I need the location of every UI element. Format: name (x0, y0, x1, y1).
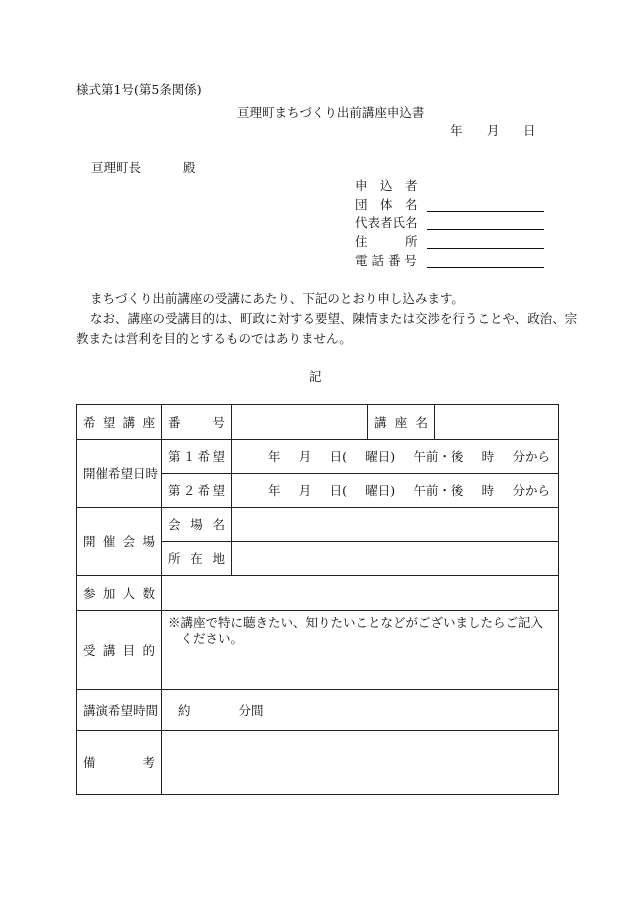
purpose-label: 受講目的 (77, 611, 162, 690)
second-choice-label: 第２希望 (162, 474, 232, 508)
date-year-label: 年 (450, 123, 463, 138)
participants-row (77, 576, 559, 611)
dt1-day: 日( (329, 449, 347, 464)
desired-course-row (77, 405, 559, 440)
lecture-time-row (77, 690, 559, 731)
minutes-label: 分間 (238, 702, 264, 718)
date-day-label: 日 (523, 123, 536, 138)
dt2-ampm: 午前・後 (413, 483, 464, 498)
org-name-field[interactable] (427, 211, 544, 212)
representative-name-field[interactable] (427, 229, 544, 230)
org-name-label: 団 体 名 (355, 197, 418, 212)
participants-label: 参加人数 (77, 576, 162, 611)
representative-name-label: 代表者氏名 (355, 215, 418, 230)
form-number: 様式第1号(第5条関係) (76, 82, 202, 97)
dt1-year: 年 (268, 449, 281, 464)
body-line-3: 教または営利を目的とするものではありません。 (76, 331, 352, 346)
body-line-2: なお、講座の受講目的は、町政に対する要望、陳情または交渉を行うことや、政治、宗 (90, 311, 578, 326)
remarks-row (77, 731, 559, 795)
course-number-label: 番 号 (162, 405, 232, 440)
purpose-note: ※講座で特に聴きたい、知りたいことなどがございましたらご記入ください。 (168, 615, 544, 647)
body-line-1: まちづくり出前講座の受講にあたり、下記のとおり申し込みます。 (90, 291, 464, 306)
dt2-minute: 分から (512, 483, 550, 498)
participants-field[interactable] (162, 576, 559, 611)
honorific: 殿 (183, 160, 196, 175)
course-name-label: 講座名 (368, 405, 435, 440)
venue-location-label: 所在地 (162, 542, 232, 576)
lecture-time-label: 講演希望時間 (77, 690, 162, 731)
course-number-field[interactable] (232, 405, 368, 440)
second-choice-datetime-field[interactable] (232, 474, 559, 508)
dt2-year: 年 (268, 483, 281, 498)
dt2-month: 月 (298, 483, 312, 498)
date-month-label: 月 (487, 123, 500, 138)
lecture-time-field[interactable] (162, 690, 559, 731)
venue-location-field[interactable] (232, 542, 559, 576)
document-title: 亘理町まちづくり出前講座申込書 (237, 105, 425, 120)
first-choice-row (77, 440, 559, 474)
dt2-day: 日( (329, 483, 347, 498)
venue-label: 開催会場 (77, 508, 162, 576)
desired-datetime-label: 開催希望日時 (77, 440, 162, 508)
desired-course-label: 希望講座 (77, 405, 162, 440)
approx-label: 約 (178, 702, 191, 718)
application-table (76, 404, 559, 795)
first-choice-label: 第１希望 (162, 440, 232, 474)
venue-name-label: 会場名 (162, 508, 232, 542)
addressee: 亘理町長 (91, 160, 142, 175)
phone-field[interactable] (427, 267, 544, 268)
venue-name-field[interactable] (232, 508, 559, 542)
dt1-month: 月 (298, 449, 312, 464)
applicant-heading: 申 込 者 (355, 178, 418, 193)
address-field[interactable] (427, 248, 544, 249)
course-name-field[interactable] (435, 405, 559, 440)
purpose-row (77, 611, 559, 690)
dt1-hour: 時 (481, 449, 495, 464)
ki-heading: 記 (309, 369, 322, 384)
remarks-field[interactable] (162, 731, 559, 795)
dt2-weekday: 曜日) (365, 483, 396, 498)
dt2-hour: 時 (481, 483, 495, 498)
remarks-label: 備考 (77, 731, 162, 795)
venue-name-row (77, 508, 559, 542)
dt1-minute: 分から (512, 449, 550, 464)
phone-label: 電 話 番 号 (355, 253, 417, 268)
dt1-ampm: 午前・後 (413, 449, 464, 464)
dt1-weekday: 曜日) (365, 449, 396, 464)
purpose-field[interactable] (162, 611, 559, 690)
first-choice-datetime-field[interactable] (232, 440, 559, 474)
address-label: 住 所 (355, 234, 418, 249)
